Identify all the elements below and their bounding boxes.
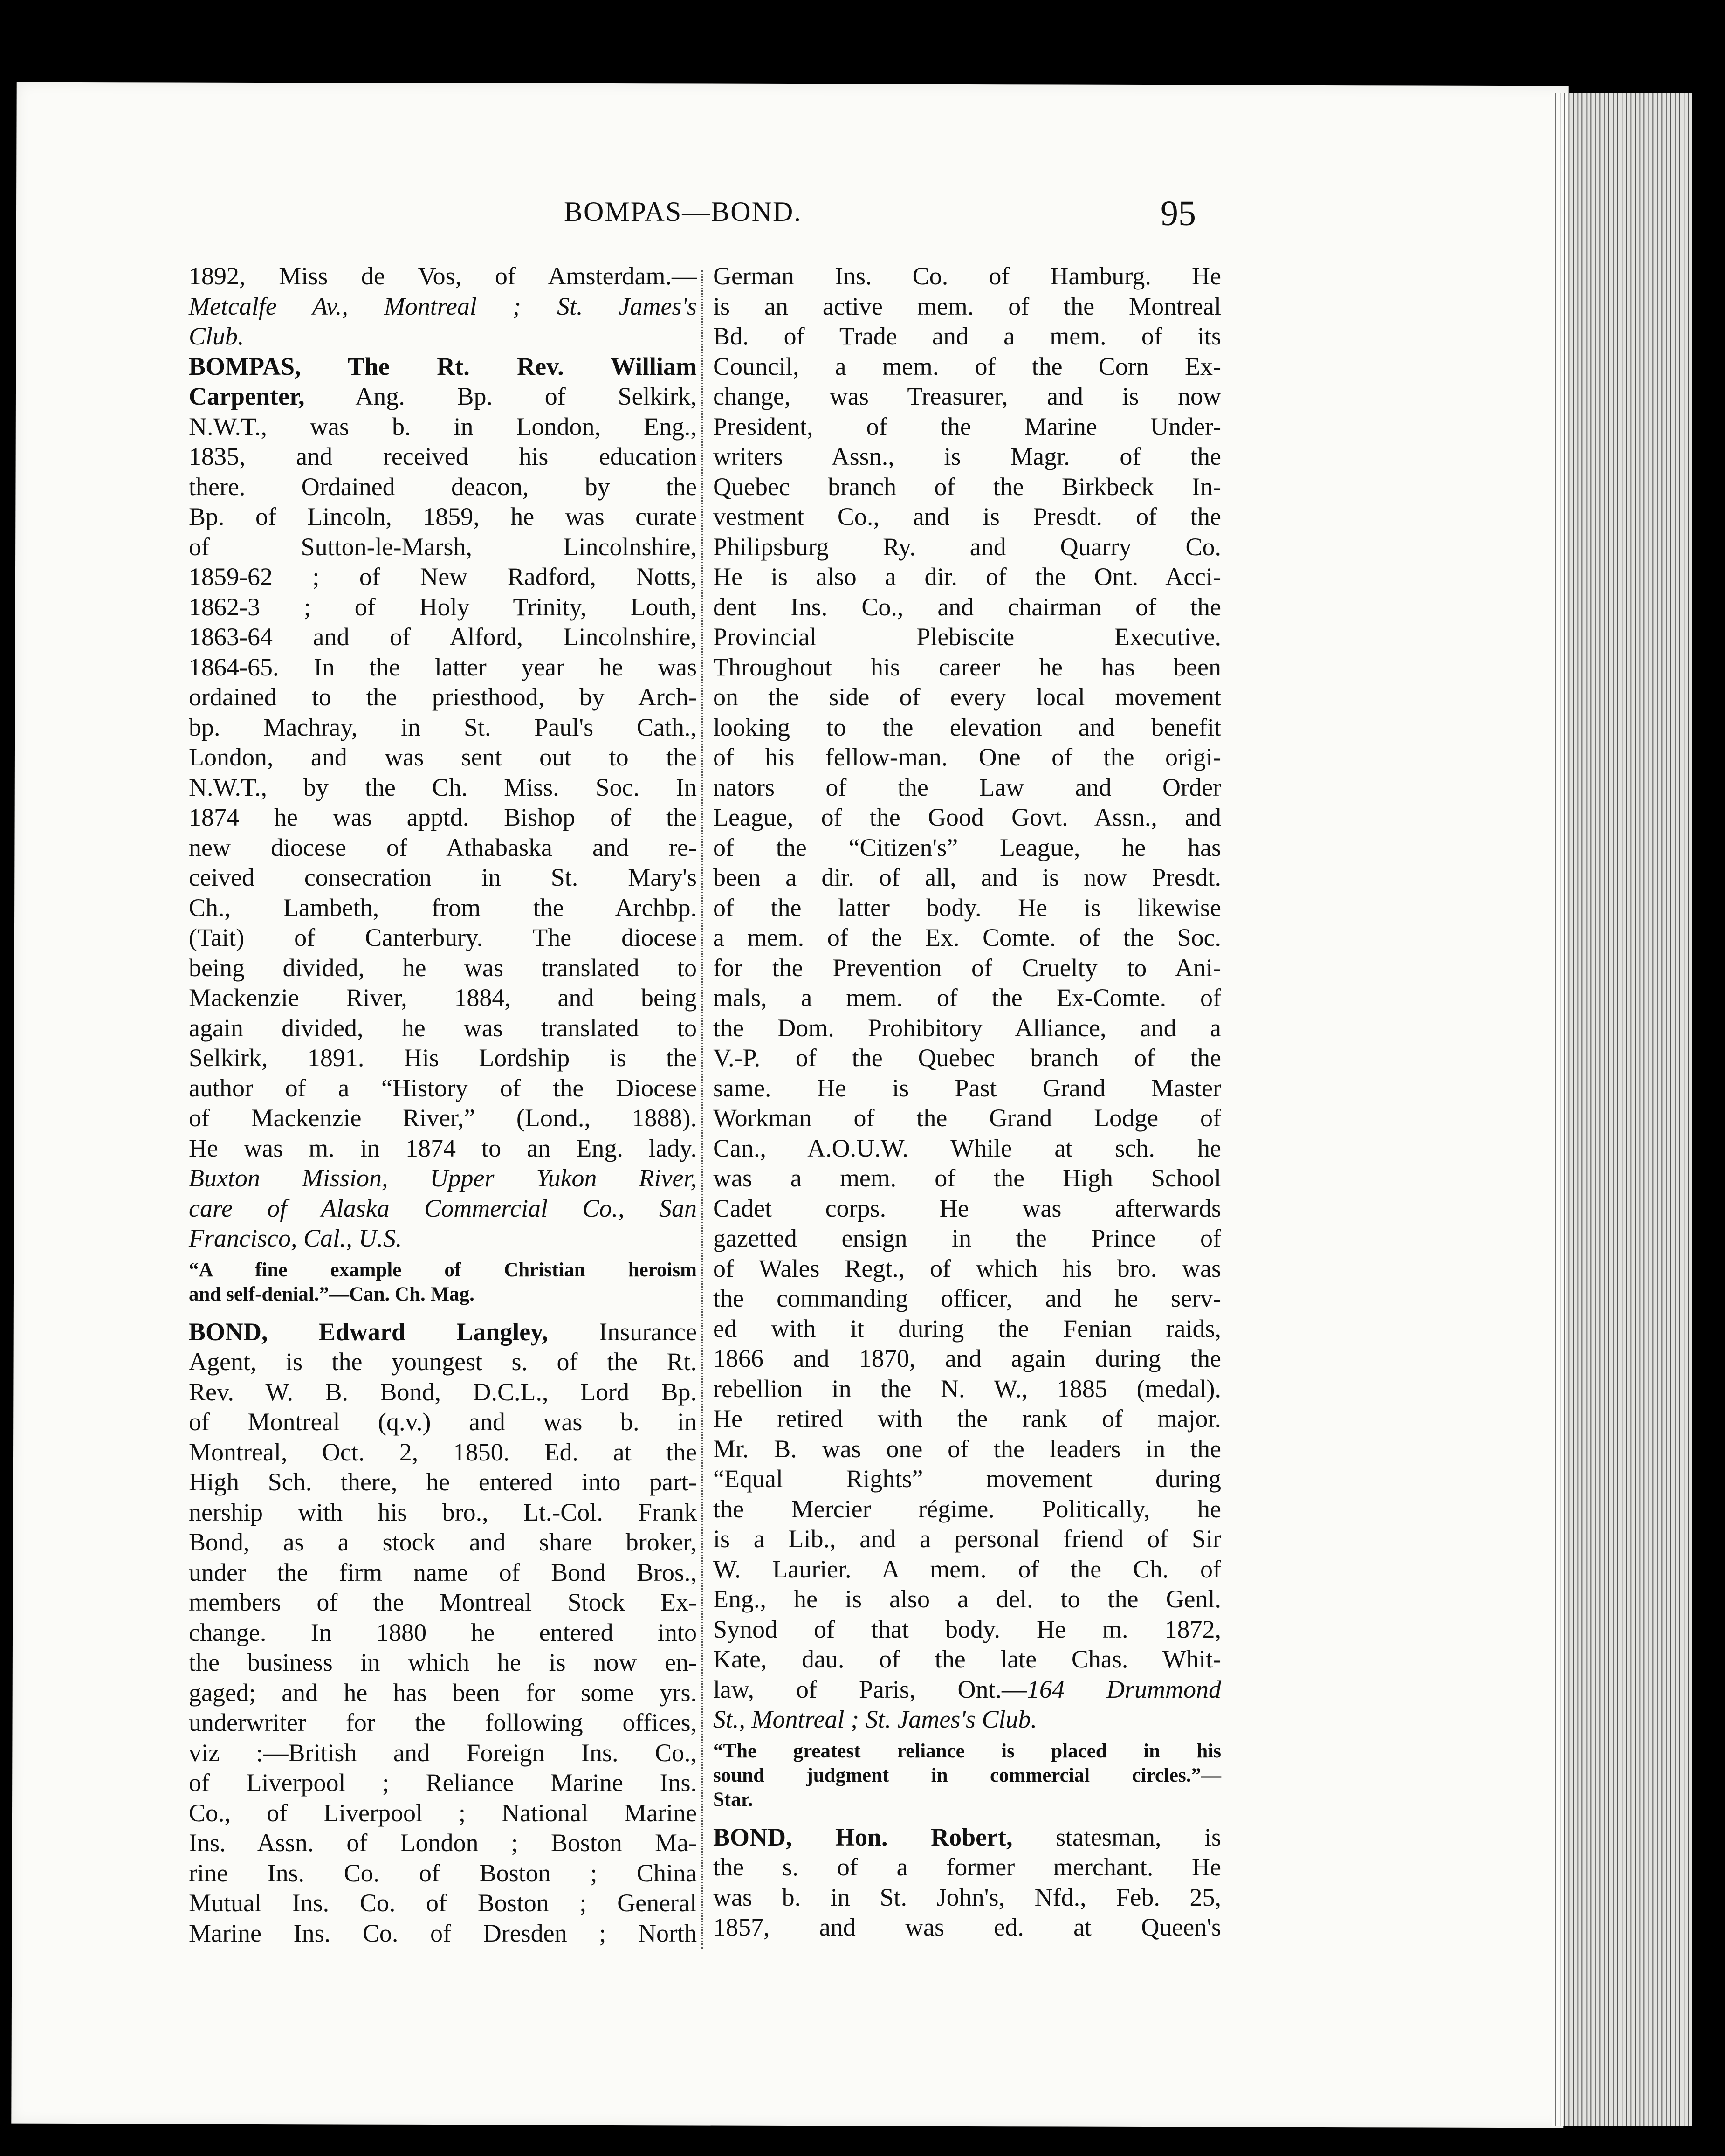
text-line: and self-denial.”—Can. Ch. Mag. [189,1283,474,1305]
text-line: St., Montreal ; St. James's Club. [713,1705,1037,1733]
text-line: German Ins. Co. of Hamburg. He [713,262,1221,290]
text-line: Mr. B. was one of the leaders in the [713,1434,1221,1463]
text-line: law, of Paris, Ont.—164 Drummond [713,1675,1221,1703]
text-line: the s. of a former merchant. He [713,1853,1221,1881]
text-line: BOND, Hon. Robert, statesman, is [713,1823,1221,1851]
text-line: Metcalfe Av., Montreal ; St. James's [189,292,697,320]
text-line: (Tait) of Canterbury. The diocese [189,923,697,951]
text-line: change. In 1880 he entered into [189,1618,697,1646]
text-line: Provincial Plebiscite Executive. [713,623,1221,651]
left-quote [189,1258,697,1307]
text-line: N.W.T., by the Ch. Miss. Soc. In [189,773,697,801]
text-line: Ch., Lambeth, from the Archbp. [189,893,697,922]
text-line: been a dir. of all, and is now Presdt. [713,863,1221,891]
text-line: Buxton Mission, Upper Yukon River, [189,1164,697,1192]
text-line: He was m. in 1874 to an Eng. lady. [189,1134,697,1162]
text-line: of Montreal (q.v.) and was b. in [189,1408,697,1436]
text-line: 1892, Miss de Vos, of Amsterdam.— [189,262,697,290]
text-line: members of the Montreal Stock Ex- [189,1588,697,1616]
right-quote [713,1739,1221,1812]
text-line: Mutual Ins. Co. of Boston ; General [189,1889,697,1917]
text-line: the Mercier régime. Politically, he [713,1495,1221,1523]
text-line: Mackenzie River, 1884, and being [189,984,697,1012]
right-column [713,261,1221,1942]
text-line: 1862-3 ; of Holy Trinity, Louth, [189,592,697,621]
text-line: being divided, he was translated to [189,953,697,982]
text-line: was a mem. of the High School [713,1164,1221,1192]
text-line: on the side of every local movement [713,683,1221,711]
text-line: gazetted ensign in the Prince of [713,1224,1221,1252]
text-line: was b. in St. John's, Nfd., Feb. 25, [713,1883,1221,1911]
text-line: dent Ins. Co., and chairman of the [713,592,1221,621]
text-line: 1835, and received his education [189,442,697,470]
text-line: of Wales Regt., of which his bro. was [713,1254,1221,1282]
text-line: Rev. W. B. Bond, D.C.L., Lord Bp. [189,1378,697,1406]
text-line: bp. Machray, in St. Paul's Cath., [189,713,697,741]
text-line: Throughout his career he has been [713,653,1221,681]
text-line: W. Laurier. A mem. of the Ch. of [713,1555,1221,1583]
text-line: London, and was sent out to the [189,743,697,771]
address-italic: 164 Drummond [1026,1675,1221,1703]
text-line: again divided, he was translated to [189,1013,697,1042]
bond-edward-entry [189,1317,697,1949]
text-line: rebellion in the N. W., 1885 (medal). [713,1374,1221,1403]
text-line: viz :—British and Foreign Ins. Co., [189,1738,697,1767]
text-line: 1866 and 1870, and again during the [713,1344,1221,1372]
text-line: Quebec branch of the Birkbeck In- [713,472,1221,501]
text-line: Philipsburg Ry. and Quarry Co. [713,532,1221,561]
text-line: ordained to the priesthood, by Arch- [189,683,697,711]
text-line: Workman of the Grand Lodge of [713,1104,1221,1132]
text-line: “The greatest reliance is placed in his [713,1740,1221,1762]
text-line: rine Ins. Co. of Boston ; China [189,1859,697,1887]
text-line: Selkirk, 1891. His Lordship is the [189,1044,697,1072]
text-line: BOND, Edward Langley, Insurance [189,1317,697,1346]
text-line: 1859-62 ; of New Radford, Notts, [189,563,697,591]
text-line: 1857, and was ed. at Queen's [713,1913,1221,1941]
entry-name: BOND, Edward Langley, [189,1317,548,1346]
bond-robert-entry [713,1822,1221,1942]
text-line: Ins. Assn. of London ; Boston Ma- [189,1829,697,1857]
running-header: BOMPAS—BOND. [564,196,802,227]
text-line: Cadet corps. He was afterwards [713,1194,1221,1222]
text-line: High Sch. there, he entered into part- [189,1468,697,1496]
text-line: Kate, dau. of the late Chas. Whit- [713,1645,1221,1673]
text-line: looking to the elevation and benefit [713,713,1221,741]
entry-name: Carpenter, [189,382,305,410]
text-line: Bond, as a stock and share broker, [189,1528,697,1556]
text-line: “A fine example of Christian heroism [189,1259,697,1281]
entry-name: BOND, Hon. Robert, [713,1823,1013,1851]
column-divider [701,270,703,1949]
text-line: change, was Treasurer, and is now [713,382,1221,410]
text-line: 1864-65. In the latter year he was [189,653,697,681]
text-line: N.W.T., was b. in London, Eng., [189,412,697,441]
text-line: of the “Citizen's” League, he has [713,833,1221,861]
text-line: nership with his bro., Lt.-Col. Frank [189,1498,697,1526]
text-line: of Liverpool ; Reliance Marine Ins. [189,1769,697,1797]
text-line: is a Lib., and a personal friend of Sir [713,1525,1221,1553]
text-line: vestment Co., and is Presdt. of the [713,503,1221,530]
right-entry-block [713,261,1221,1735]
text-line: underwriter for the following offices, [189,1708,697,1736]
text-line: He is also a dir. of the Ont. Acci- [713,563,1221,591]
text-line: 1874 he was apptd. Bishop of the [189,803,697,831]
text-line: of Mackenzie River,” (Lond., 1888). [189,1104,697,1132]
text-line: Bd. of Trade and a mem. of its [713,322,1221,350]
text-line: Marine Ins. Co. of Dresden ; North [189,1919,697,1947]
text-line: the commanding officer, and he serv- [713,1284,1221,1312]
text-line: “Equal Rights” movement during [713,1465,1221,1493]
text-line: gaged; and he has been for some yrs. [189,1678,697,1707]
text-line: Star. [713,1788,753,1811]
text-line: the business in which he is now en- [189,1648,697,1676]
page-number: 95 [1161,194,1196,233]
left-entry-block [189,261,697,1254]
text-line: under the firm name of Bond Bros., [189,1558,697,1586]
text-line: mals, a mem. of the Ex-Comte. of [713,984,1221,1012]
text-line: nators of the Law and Order [713,773,1221,801]
text-line: Bp. of Lincoln, 1859, he was curate [189,503,697,530]
text-line: Agent, is the youngest s. of the Rt. [189,1348,697,1376]
text-line: of his fellow-man. One of the origi- [713,743,1221,771]
text-line: Eng., he is also a del. to the Genl. [713,1585,1221,1613]
text-line: Club. [189,322,244,350]
text-line: Can., A.O.U.W. While at sch. he [713,1134,1221,1162]
text-line: there. Ordained deacon, by the [189,472,697,501]
text-line: Synod of that body. He m. 1872, [713,1615,1221,1643]
text-line: author of a “History of the Diocese [189,1074,697,1102]
text-line: of the latter body. He is likewise [713,893,1221,922]
text-line: writers Assn., is Magr. of the [713,442,1221,470]
text-line: Carpenter, Ang. Bp. of Selkirk, [189,382,697,410]
text-line: sound judgment in commercial circles.”— [713,1764,1221,1786]
text-line: 1863-64 and of Alford, Lincolnshire, [189,623,697,651]
text-line: Co., of Liverpool ; National Marine [189,1798,697,1827]
text-line: League, of the Good Govt. Assn., and [713,803,1221,831]
text-line: He retired with the rank of major. [713,1405,1221,1433]
text-line: Francisco, Cal., U.S. [189,1224,402,1252]
text-line: of Sutton-le-Marsh, Lincolnshire, [189,532,697,561]
text-line: ceived consecration in St. Mary's [189,863,697,891]
text-line: is an active mem. of the Montreal [713,292,1221,320]
text-line: ed with it during the Fenian raids, [713,1314,1221,1343]
text-line: for the Prevention of Cruelty to Ani- [713,953,1221,982]
text-line: a mem. of the Ex. Comte. of the Soc. [713,923,1221,951]
text-line: V.-P. of the Quebec branch of the [713,1044,1221,1072]
book-page-edges [1552,93,1692,2126]
text-line: President, of the Marine Under- [713,412,1221,441]
text-line: same. He is Past Grand Master [713,1074,1221,1102]
text-line: Montreal, Oct. 2, 1850. Ed. at the [189,1438,697,1466]
text-line: new diocese of Athabaska and re- [189,833,697,861]
text-line: the Dom. Prohibitory Alliance, and a [713,1013,1221,1042]
text-line: care of Alaska Commercial Co., San [189,1194,697,1222]
text-line: Council, a mem. of the Corn Ex- [713,352,1221,380]
left-column [189,261,697,1948]
text-line: BOMPAS, The Rt. Rev. William [189,352,697,380]
